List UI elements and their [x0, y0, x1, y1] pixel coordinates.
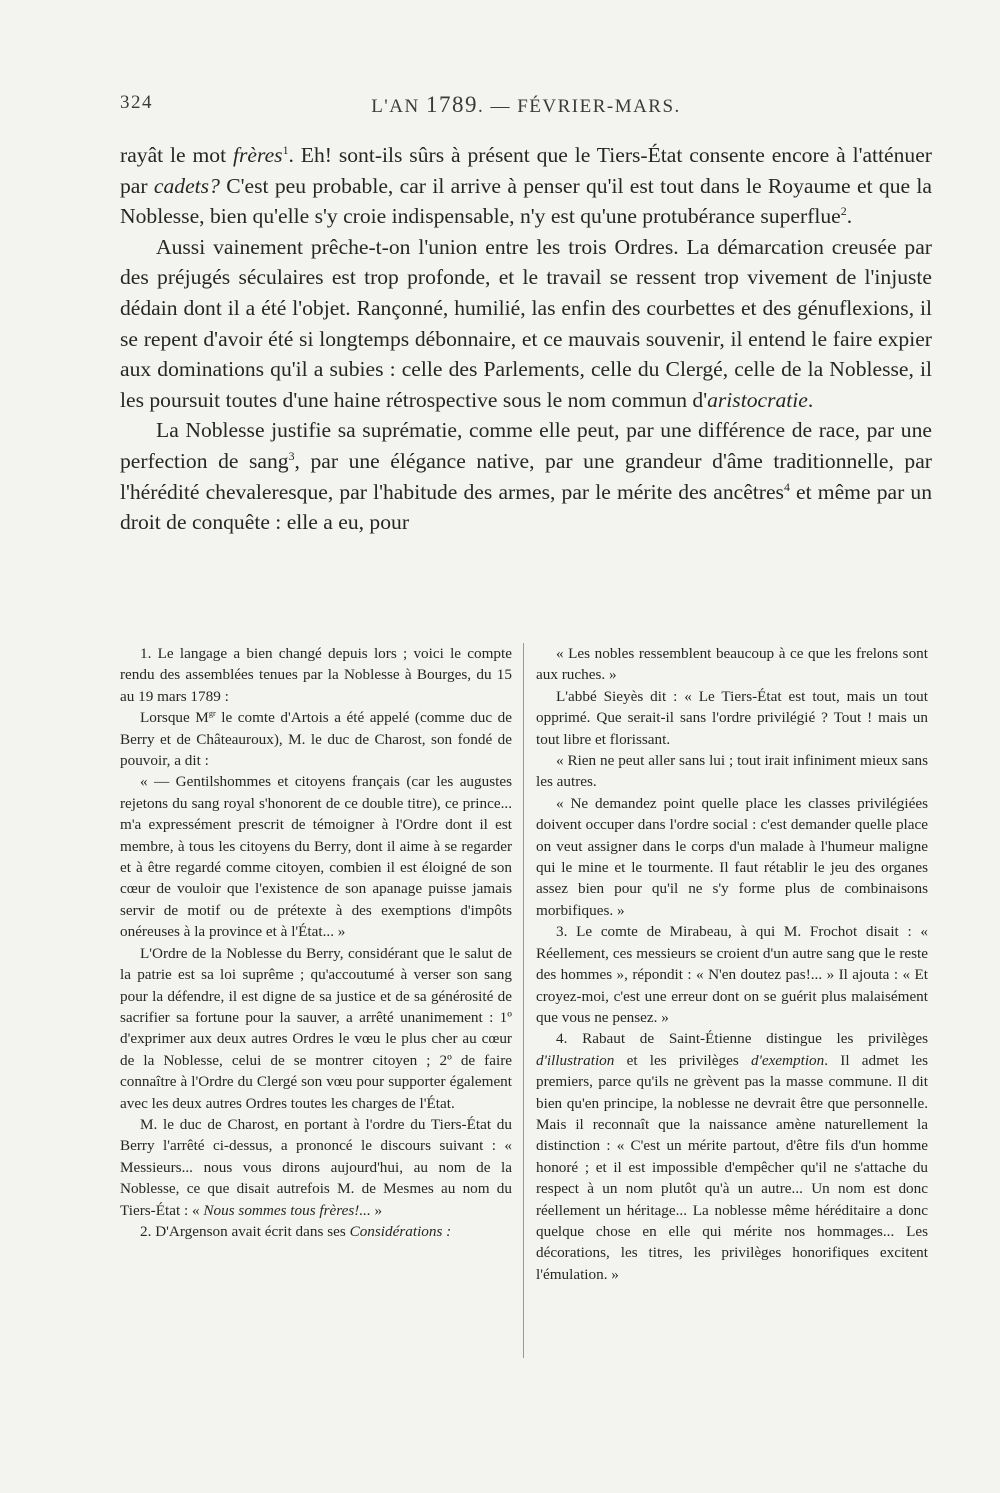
footnote: L'Ordre de la Noblesse du Berry, considérant que le salut de la patrie est sa loi suprême ; qu'accoutumé à verser son sang pour la défendre, il est digne de sa justice et de sa générosité de sacrifier sa fortune pour la sauver, a arrêté unanimement : 1º d'exprimer aux deux autres Ordres le vœu le plus cher au cœur de la Noblesse, celui de se montrer citoyen ; 2º de faire connaître à l'Ordre du Clergé son vœu pour supporter également avec les deux autres Ordres toutes les charges de l'État.	[120, 944, 512, 1112]
footnote: 3. Le comte de Mirabeau, à qui M. Frochot disait : « Réellement, ces messieurs se croient d'un autre sang que le reste des hommes », répondit : « N'en doutez pas!... » Il ajouta : « Et croyez-moi, c'est une erreur dont on se guérit plus malaisément que vous ne pensez. »	[536, 923, 928, 1026]
footnote: « Rien ne peut aller sans lui ; tout irait infiniment mieux sans les autres.	[536, 752, 928, 791]
footnotes-right-column	[536, 643, 928, 1285]
footnote: « — Gentilshommes et citoyens français (car les augustes rejetons du sang royal s'honorent de ce double titre), ce prince... m'a expressément prescrit de témoigner à l'Ordre dont il est membre, à tous les citoyens du Berry, dont il aime à se regarder et à être regardé comme citoyen, combien il est éloigné de son cœur de vouloir que l'existence de son apanage puisse jamais servir de motif ou de prétexte à des exemptions d'impôts onéreuses à la province et à l'État... »	[120, 773, 512, 941]
running-header	[120, 92, 932, 122]
footnote: 4. Rabaut de Saint-Étienne distingue les privilèges d'illustration et les privilèges d'exemption. Il admet les premiers, parce qu'ils ne grèvent pas la masse commune. Il dit bien qu'en principe, la noblesse ne devrait être que personnelle. Mais il reconnaît que la naissance amène naturellement la distinction : « C'est un mérite partout, d'être fils d'un homme honoré ; et il est impossible d'empêcher qu'il ne s'attache du respect à un nom plutôt qu'à un autre... Un nom est donc réellement un héritage... La noblesse même héréditaire a donc quelque chose en elle qui mérite nos hommages... Les décorations, les titres, les privilèges honorifiques excitent l'émulation. »	[536, 1030, 928, 1283]
footnote: 1. Le langage a bien changé depuis lors ; voici le compte rendu des assemblées tenues par la Noblesse à Bourges, du 15 au 19 mars 1789 :	[120, 645, 512, 705]
column-divider	[523, 643, 524, 1358]
footnotes-left-column	[120, 643, 512, 1242]
paragraph: Aussi vainement prêche-t-on l'union entre les trois Ordres. La démarcation creusée par des préjugés séculaires est trop profonde, et le travail se ressent trop vivement de l'injuste dédain dont il a été l'objet. Rançonné, humilié, las enfin des courbettes et des génuflexions, il se repent d'avoir été si longtemps débonnaire, et ce mauvais souvenir, il entend le faire expier aux dominations qu'il a subies : celle des Parlements, celle du Clergé, celle de la Noblesse, il les poursuit toutes d'une haine rétrospective sous le nom commun d'aristocratie.	[120, 234, 932, 412]
footnote-ref: 1	[282, 142, 289, 157]
footnote-ref: 4	[783, 479, 790, 494]
main-text	[120, 140, 932, 538]
footnote: M. le duc de Charost, en portant à l'ordre du Tiers-État du Berry l'arrêté ci-dessus, a prononcé le discours suivant : « Messieurs... nous vous dirons aujourd'hui, au nom de la Noblesse, ce que disait autrefois M. de Mesmes au nom du Tiers-État : « Nous sommes tous frères!... »	[120, 1115, 512, 1219]
footnote-ref: 3	[288, 448, 295, 463]
paragraph: La Noblesse justifie sa suprématie, comme elle peut, par une différence de race, par une perfection de sang$^3$, par une élégance native, par une grandeur d'âme traditionnelle, par l'hérédité chevaleresque, par l'habitude des armes, par le mérite des ancêtres$^4$ et même par un droit de conquête : elle a eu, pour	[120, 418, 933, 535]
footnote-ref: 2	[840, 204, 847, 218]
footnotes	[120, 643, 932, 1363]
footnote: 2. D'Argenson avait écrit dans ses Considérations :	[140, 1222, 452, 1240]
running-title: L'AN 1789. — FÉVRIER-MARS.	[371, 92, 681, 117]
page-number: 324	[120, 92, 153, 113]
paragraph: rayât le mot frères$^1$. Eh! sont-ils sûrs à présent que le Tiers-État consente encore à l'atténuer par cadets? C'est peu probable, car il arrive à penser qu'il est tout dans le Royaume et que la Noblesse, bien qu'elle s'y croie indispensable, n'y est qu'une protubérance superflue$^2$.	[120, 142, 932, 229]
footnote: « Les nobles ressemblent beaucoup à ce que les frelons sont aux ruches. »	[536, 645, 928, 684]
footnote: L'abbé Sieyès dit : « Le Tiers-État est tout, mais un tout opprimé. Que serait-il sans l'ordre privilégié ? Tout ! mais un tout libre et florissant.	[536, 687, 928, 748]
footnote: Lorsque $M^{gr}$ le comte d'Artois a été appelé (comme duc de Berry et de Châteauroux), M. le duc de Charost, son fondé de pouvoir, a dit :	[120, 709, 512, 770]
footnote: « Ne demandez point quelle place les classes privilégiées doivent occuper dans l'ordre social : c'est demander quelle place on veut assigner dans le corps d'un malade à l'humeur maligne qui le mine et le tourmente. Il faut rétablir le jeu des organes assez bien pour qu'il ne s'y forme plus de combinaisons morbifiques. »	[536, 794, 928, 919]
